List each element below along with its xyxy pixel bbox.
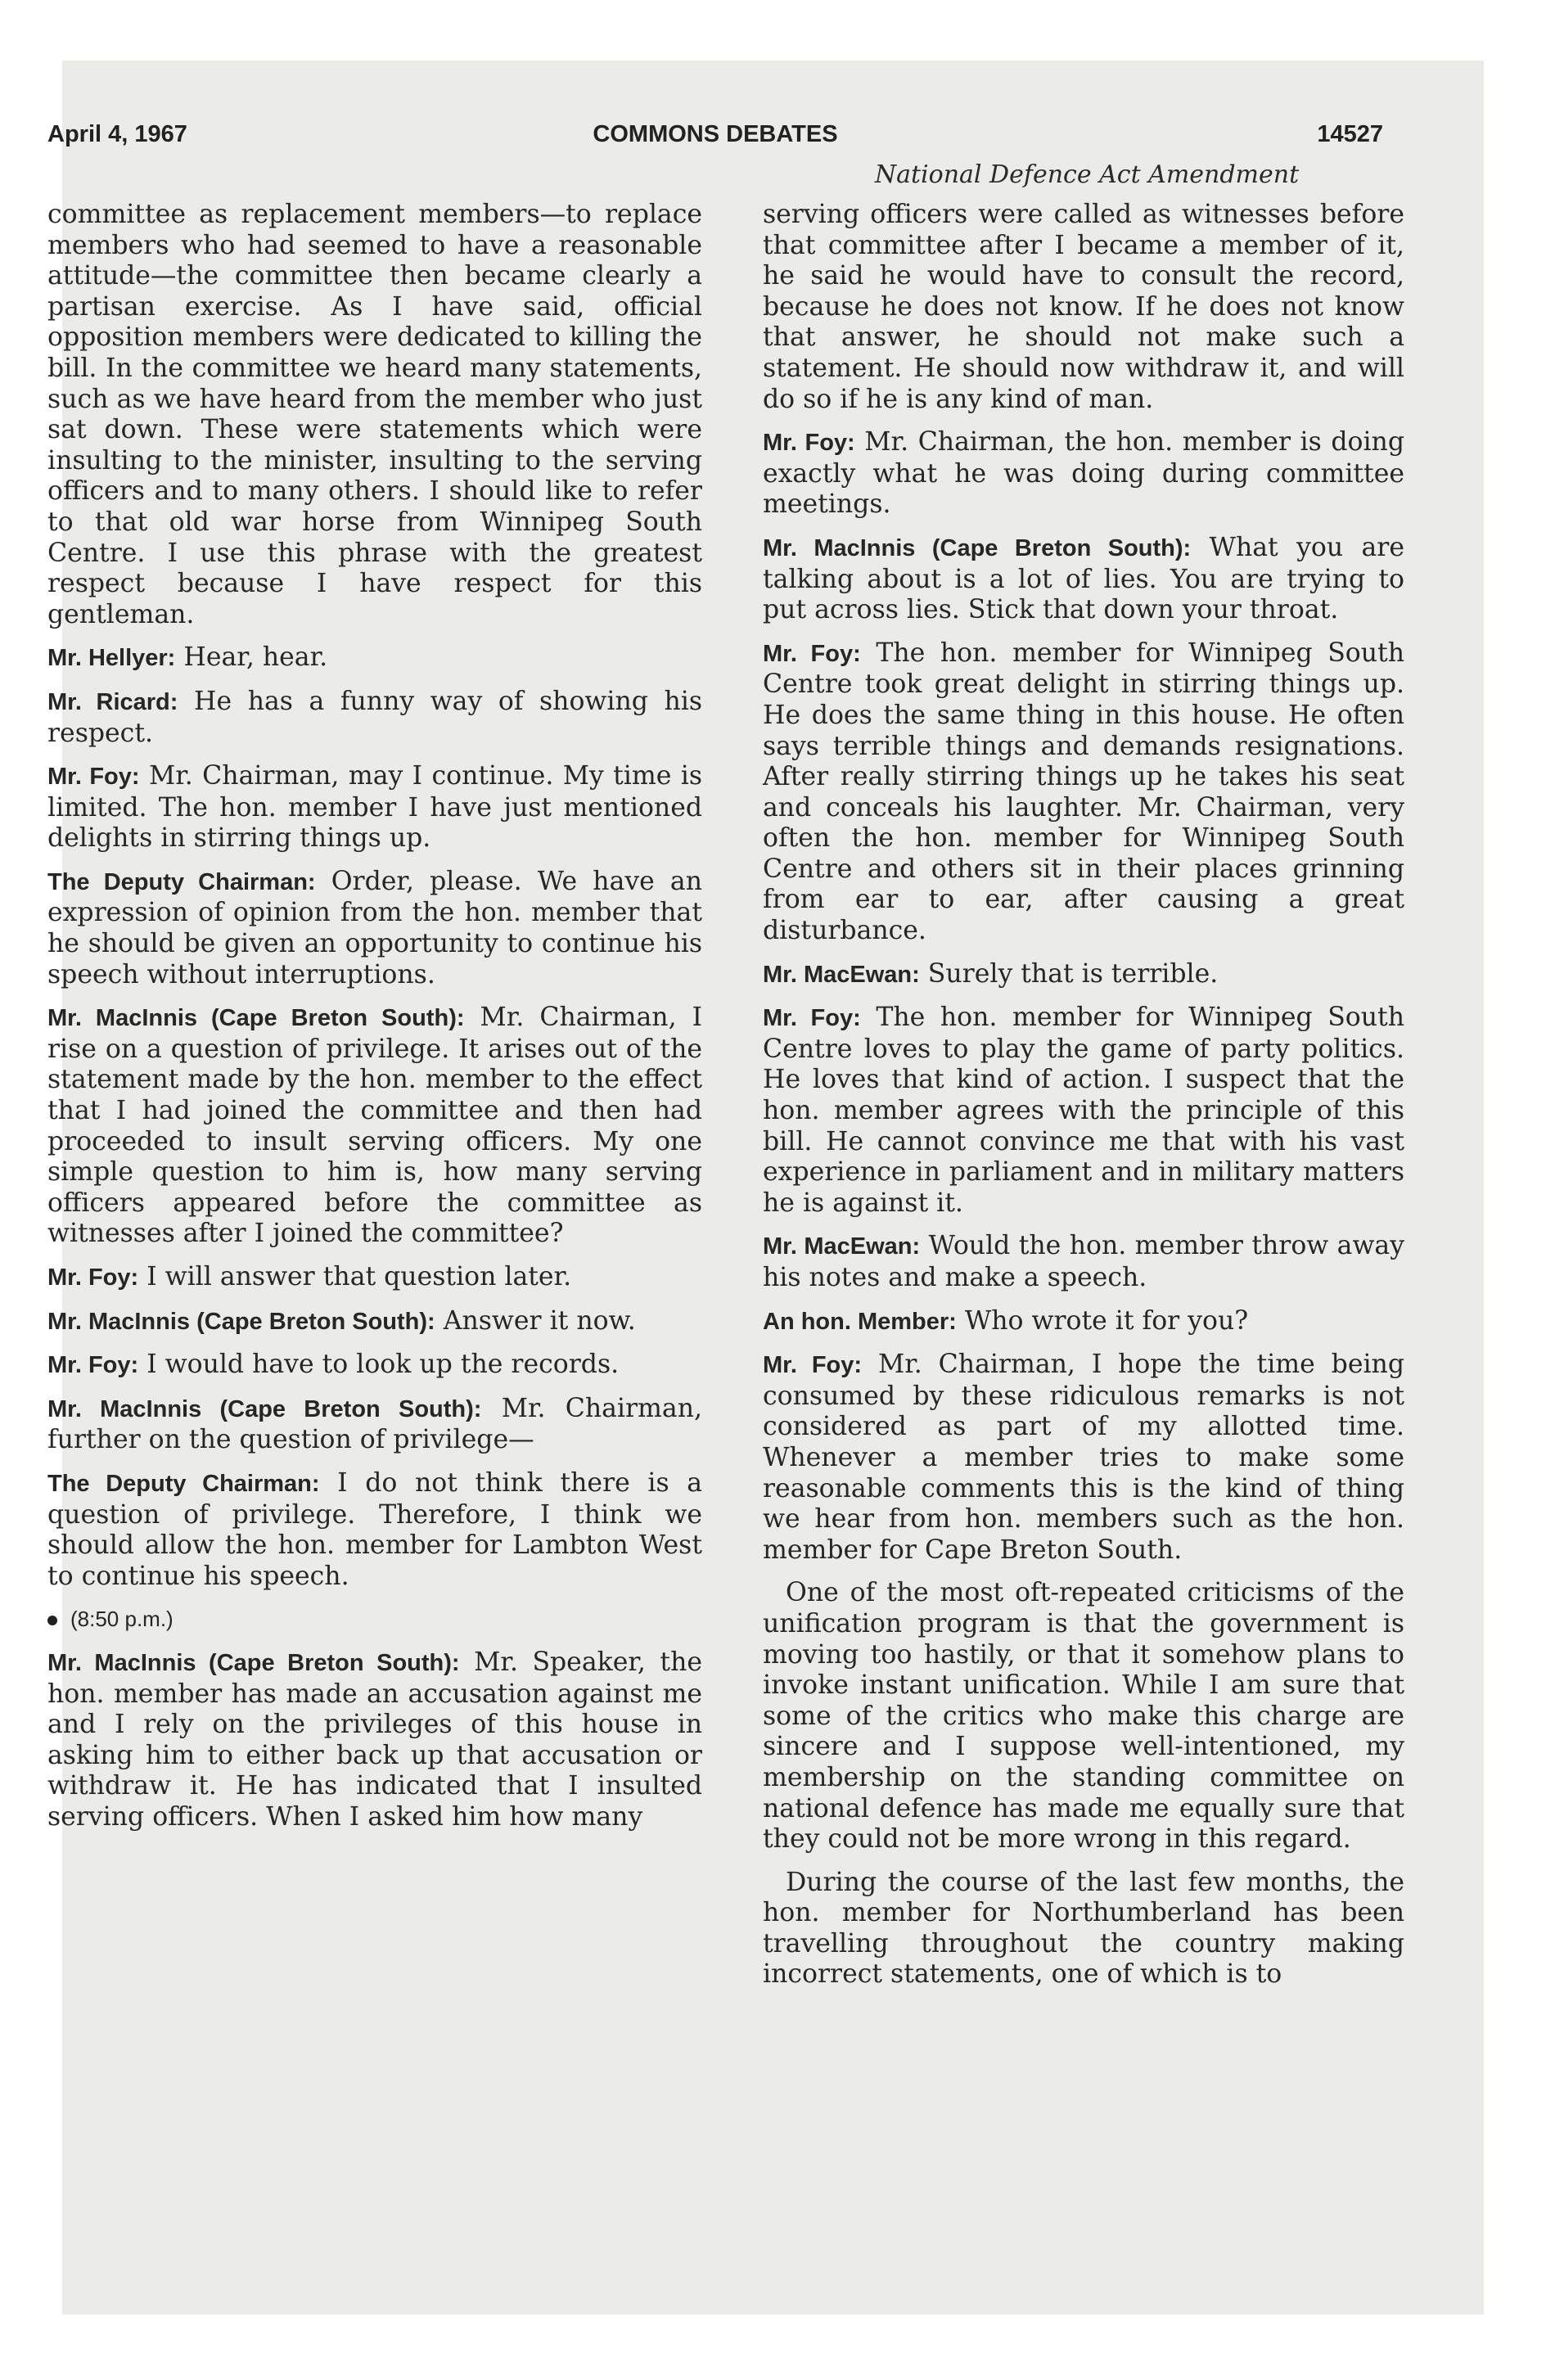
paragraph-text: He has a funny way of showing his respect. <box>47 686 703 748</box>
paragraph-text: The hon. member for Winnipeg South Centre took great delight in stirring things up. He does the same thing in this house. He often says terrible things and demands resignations. After really stirring things up he takes his seat and conceals his laughter. Mr. Chairman, very often the hon. member for Winnipeg South Centre and others sit in their places grinning from ear to ear, after causing a great disturbance. <box>763 638 1404 946</box>
speaker-name: Mr. Foy: <box>47 764 140 791</box>
speaker-name: Mr. Foy: <box>763 640 861 667</box>
speaker-name: Mr. MacEwan: <box>763 1233 921 1260</box>
paragraph-text: Surely that is terrible. <box>927 958 1219 989</box>
paragraph-text: Mr. Chairman, the hon. member is doing exactly what he was doing during committee meetings. <box>763 427 1404 520</box>
speaker-name: Mr. MacInnis (Cape Breton South): <box>47 1308 435 1335</box>
speaker-name: Mr. Foy: <box>763 1005 861 1032</box>
speaker-name: The Deputy Chairman: <box>47 1470 320 1497</box>
debate-paragraph <box>47 867 702 990</box>
paragraph-text: Mr. Chairman, further on the question of privilege— <box>47 1393 703 1455</box>
debate-paragraph <box>47 1468 702 1592</box>
paragraph-text: Mr. Chairman, I rise on a question of privilege. It arises out of the statement made by the hon. member to the effect that I had joined the committee and then had proceeded to insult serving officers. My one simple question to him is, how many serving officers appeared before the committee as witnesses after I joined the committee? <box>47 1003 703 1249</box>
paragraph-text: Would the hon. member throw away his notes and make a speech. <box>763 1231 1404 1292</box>
speaker-name: Mr. MacInnis (Cape Breton South): <box>47 1649 460 1676</box>
speaker-name: Mr. Foy: <box>47 1352 139 1379</box>
debate-paragraph <box>763 200 1404 415</box>
debate-paragraph <box>763 1003 1404 1219</box>
speaker-name: An hon. Member: <box>763 1308 957 1335</box>
paragraph-text: During the course of the last few months, the hon. member for Northumberland has been travelling throughout the country making incorrect statements, one of which is to <box>763 1867 1404 1990</box>
header-page-number: 14527 <box>1317 121 1383 147</box>
header-title: COMMONS DEBATES <box>593 121 838 147</box>
debate-paragraph <box>763 959 1404 991</box>
debate-paragraph <box>763 1578 1404 1855</box>
speaker-name: Mr. MacInnis (Cape Breton South): <box>47 1395 482 1422</box>
section-title: National Defence Act Amendment <box>874 160 1300 189</box>
debate-paragraph <box>47 1306 702 1338</box>
debate-paragraph <box>47 1350 702 1382</box>
speaker-name: Mr. Foy: <box>763 430 855 457</box>
debate-paragraph <box>763 1231 1404 1293</box>
debate-paragraph <box>47 642 702 674</box>
debate-paragraph <box>47 1003 702 1250</box>
debate-paragraph <box>47 200 702 630</box>
speaker-name: Mr. Foy: <box>47 1264 139 1291</box>
left-column <box>47 200 702 1846</box>
speaker-name: Mr. Hellyer: <box>47 645 176 672</box>
speaker-name: Mr. MacInnis (Cape Breton South): <box>763 534 1192 561</box>
paragraph-text: Answer it now. <box>443 1305 636 1336</box>
paragraph-text: Who wrote it for you? <box>964 1305 1249 1336</box>
debate-paragraph <box>47 1648 702 1833</box>
speaker-name: Mr. Foy: <box>763 1352 863 1379</box>
paragraph-text: Mr. Chairman, I hope the time being consumed by these ridiculous remarks is not considered as part of my allotted time. Whenever a member tries to make some reasonable comments this is the kind of thing we hear from hon. members such as the hon. member for Cape Breton South. <box>763 1350 1405 1565</box>
page-header <box>47 121 1383 157</box>
paragraph-text: The hon. member for Winnipeg South Centre loves to play the game of party politics. He loves that kind of action. I suspect that the hon. member agrees with the principle of this bill. He cannot convince me that with his vast experience in parliament and in military matters he is against it. <box>763 1003 1404 1218</box>
speaker-name: Mr. Ricard: <box>47 688 178 715</box>
paragraph-text: One of the most oft-repeated criticisms of the unification program is that the government is moving too hastily, or that it somehow plans to invoke instant unification. While I am sure that some of the critics who make this charge are sincere and I suppose well-intentioned, my membership on the standing committee on national defence has made me equally sure that they could not be more wrong in this regard. <box>763 1578 1404 1855</box>
time-stamp: (8:50 p.m.) <box>70 1607 174 1632</box>
paragraph-text: committee as replacement members—to replace members who had seemed to have a reasonable attitude—the committee then became clearly a partisan exercise. As I have said, official opposition members were dedicated to killing the bill. In the committee we heard many statements, such as we have heard from the member who just sat down. These were statements which were insulting to the minister, insulting to the serving officers and to many others. I should like to refer to that old war horse from Winnipeg South Centre. I use this phrase with the greatest respect because I have respect for this gentleman. <box>47 200 702 629</box>
paragraph-text: Mr. Chairman, may I continue. My time is limited. The hon. member I have just mentioned delights in stirring things up. <box>47 761 703 854</box>
debate-paragraph <box>47 687 702 749</box>
speaker-name: The Deputy Chairman: <box>47 868 316 895</box>
paragraph-text: I do not think there is a question of privilege. Therefore, I think we should allow the hon. member for Lambton West to continue his speech. <box>47 1467 702 1591</box>
debate-paragraph <box>47 1262 702 1294</box>
debate-paragraph <box>763 533 1404 626</box>
paragraph-text: I would have to look up the records. <box>146 1350 620 1380</box>
debate-paragraph <box>763 1350 1404 1566</box>
right-column <box>763 200 1404 2003</box>
debate-paragraph <box>47 761 702 854</box>
paragraph-text: serving officers were called as witnesses before that committee after I became a member of it, he said he would have to consult the record, because he does not know. If he does not know that answer, he should not make such a statement. He should now withdraw it, and will do so if he is any kind of man. <box>763 200 1404 414</box>
debate-paragraph <box>47 1394 702 1456</box>
time-marker <box>47 1604 702 1635</box>
paragraph-text: What you are talking about is a lot of lies. You are trying to put across lies. Stick that down your throat. <box>763 532 1405 625</box>
paragraph-text: Hear, hear. <box>183 642 328 673</box>
speaker-name: Mr. MacInnis (Cape Breton South): <box>47 1005 465 1032</box>
debate-paragraph <box>763 1306 1404 1338</box>
header-date: April 4, 1967 <box>47 121 187 147</box>
debate-paragraph <box>763 1868 1404 1990</box>
debate-paragraph <box>763 638 1404 947</box>
paragraph-text: Mr. Speaker, the hon. member has made an accusation against me and I rely on the privileges of this house in asking him to either back up that accusation or withdraw it. He has indicated that I insulted serving officers. When I asked him how many <box>47 1647 703 1832</box>
paragraph-text: Order, please. We have an expression of opinion from the hon. member that he should be given an opportunity to continue his speech without interruptions. <box>47 866 702 989</box>
paragraph-text: I will answer that question later. <box>146 1262 572 1291</box>
debate-paragraph <box>763 427 1404 521</box>
bullet-icon <box>47 1616 57 1625</box>
speaker-name: Mr. MacEwan: <box>763 961 920 988</box>
